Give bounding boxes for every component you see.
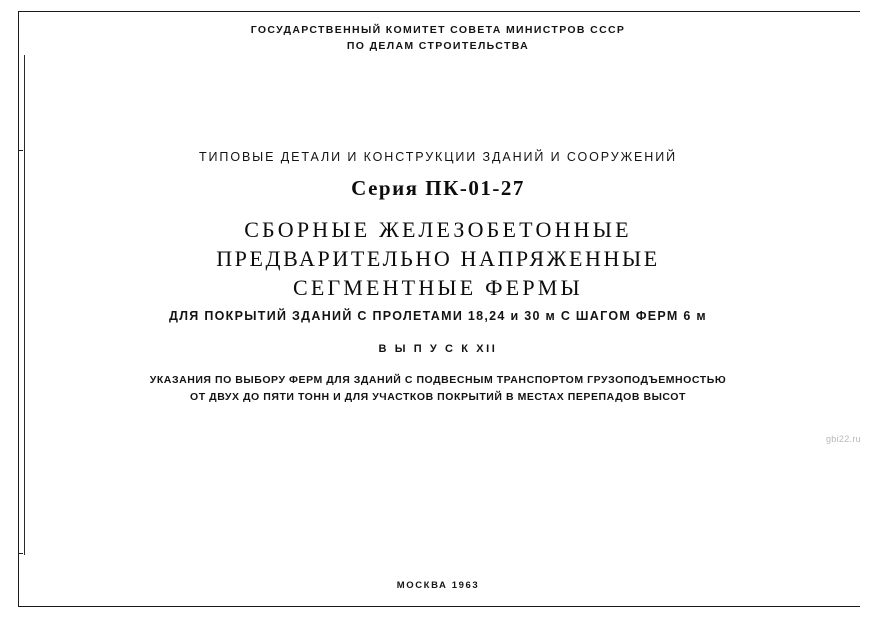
page-border-top (18, 11, 860, 12)
issue-number: В Ы П У С К XII (378, 343, 498, 355)
title-line-3: СЕГМЕНТНЫЕ ФЕРМЫ (293, 275, 583, 300)
publisher-line-1: ГОСУДАРСТВЕННЫЙ КОМИТЕТ СОВЕТА МИНИСТРОВ СССР (250, 24, 626, 36)
series-label: ТИПОВЫЕ ДЕТАЛИ И КОНСТРУКЦИИ ЗДАНИЙ И СООРУЖЕНИЙ (199, 150, 677, 164)
scope-notes (0, 372, 876, 406)
title-line-1: СБОРНЫЕ ЖЕЛЕЗОБЕТОННЫЕ (244, 217, 632, 242)
page-title (0, 215, 876, 302)
subtitle: ДЛЯ ПОКРЫТИЙ ЗДАНИЙ С ПРОЛЕТАМИ 18,24 и 30 м С ШАГОМ ФЕРМ 6 м (169, 309, 707, 323)
publisher-line-2: ПО ДЕЛАМ СТРОИТЕЛЬСТВА (346, 40, 530, 52)
scope-notes-line-1: УКАЗАНИЯ ПО ВЫБОРУ ФЕРМ ДЛЯ ЗДАНИЙ С ПОДВЕСНЫМ ТРАНСПОРТОМ ГРУЗОПОДЪЕМНОСТЬЮ (149, 374, 727, 386)
scope-notes-line-2: ОТ ДВУХ ДО ПЯТИ ТОНН И ДЛЯ УЧАСТКОВ ПОКРЫТИЙ В МЕСТАХ ПЕРЕПАДОВ ВЫСОТ (190, 391, 686, 403)
page-border-bottom (18, 606, 860, 607)
publisher-header (0, 22, 876, 54)
title-block (0, 150, 876, 406)
title-line-2: ПРЕДВАРИТЕЛЬНО НАПРЯЖЕННЫЕ (216, 246, 660, 271)
series-number: Серия ПК-01-27 (351, 176, 525, 200)
imprint: МОСКВА 1963 (396, 580, 480, 591)
watermark: gbi22.ru (826, 434, 861, 444)
margin-tick-lower (18, 553, 23, 554)
